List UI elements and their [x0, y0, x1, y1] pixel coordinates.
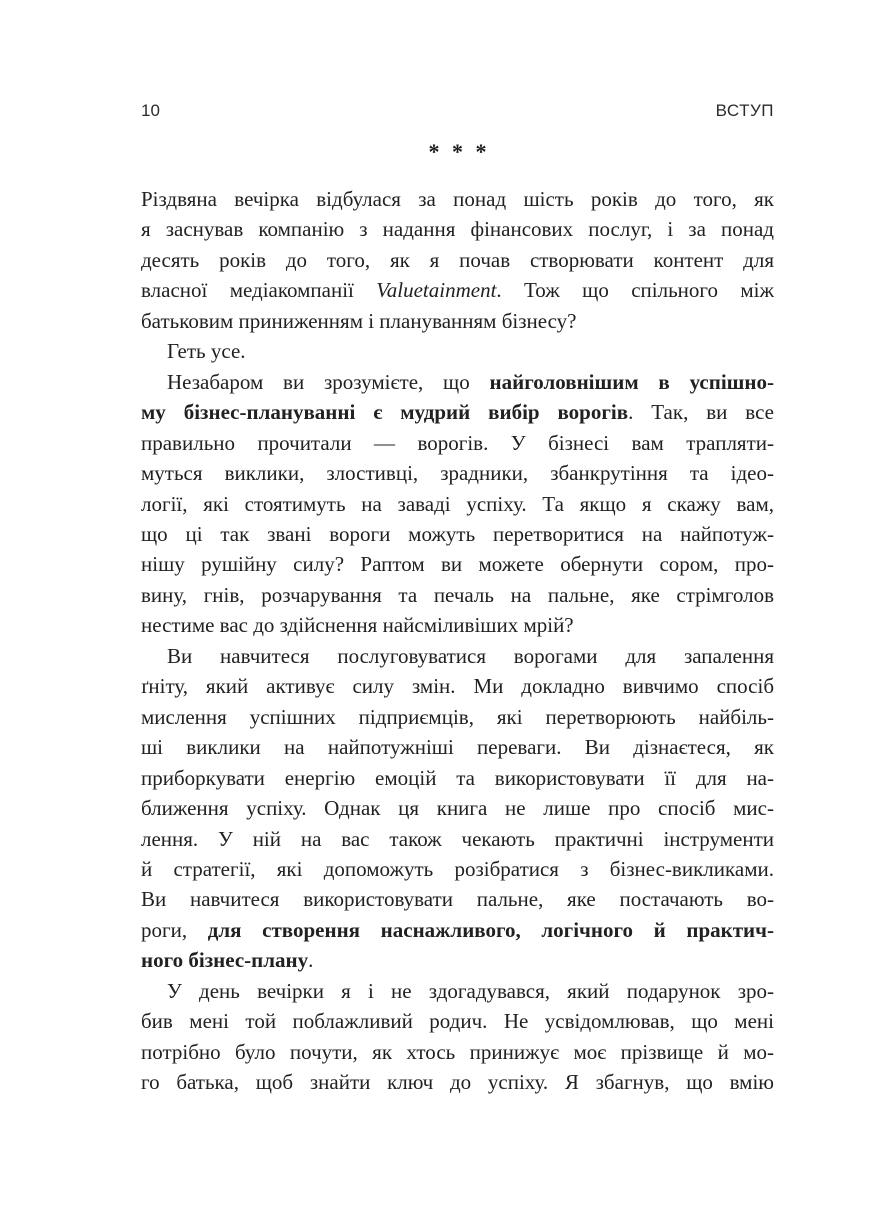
text-line: [141, 763, 774, 793]
text-line: [141, 428, 774, 458]
text-line: [141, 549, 774, 579]
text-segment: бив мені той поблажливий родич. Не усвідомлював, що мені: [141, 1009, 774, 1034]
running-header: [141, 101, 774, 121]
text-line: [141, 336, 774, 366]
text-line: [141, 245, 774, 275]
page-number: 10: [141, 101, 160, 120]
text-line: [141, 702, 774, 732]
text-segment: приборкувати енергію емоцій та використовувати її для на-: [141, 765, 774, 790]
text-segment: го батька, щоб знайти ключ до успіху. Я збагнув, що вмію: [141, 1070, 774, 1095]
text-segment: й стратегії, які допоможуть розібратися з бізнес-викликами.: [141, 856, 774, 881]
text-segment: я заснував компанію з надання фінансових послуг, і за понад: [141, 217, 774, 242]
text-segment: У день вечірки я і не здогадувався, який подарунок зро-: [167, 978, 774, 1003]
text-segment: Різдвяна вечірка відбулася за понад шість років до того, як: [141, 187, 774, 211]
text-segment: роги,: [141, 917, 208, 942]
text-line: [141, 732, 774, 762]
text-segment: що ці так звані вороги можуть перетворитися на найпотуж-: [141, 521, 774, 546]
text-line: [141, 976, 774, 1006]
text-line: [141, 184, 774, 214]
text-segment: Геть усе.: [167, 339, 246, 364]
text-line: [141, 641, 774, 671]
text-line: [141, 275, 774, 305]
text-segment: логії, які стоятимуть на заваді успіху. Та якщо я скажу вам,: [141, 491, 774, 516]
text-line: [141, 397, 774, 427]
text-segment: лення. У ній на вас також чекають практичні інструменти: [141, 826, 774, 851]
text-segment: Ви навчитеся послуговуватися ворогами для запалення: [167, 643, 774, 668]
text-segment: Незабаром ви зрозумієте, що: [167, 369, 490, 394]
text-line: [141, 915, 774, 945]
text-segment: десять років до того, як я почав створювати контент для: [141, 247, 774, 272]
text-line: [141, 824, 774, 854]
bold-text-segment: ного бізнес-плану: [141, 948, 309, 973]
text-segment: Ви навчитеся використовувати пальне, яке постачають во-: [141, 887, 774, 912]
text-segment: .: [308, 948, 314, 973]
text-segment: вину, гнів, розчарування та печаль на пальне, яке стрімголов: [141, 582, 774, 607]
text-line: [141, 580, 774, 610]
bold-text-segment: му бізнес-плануванні є мудрий вибір ворогів: [141, 400, 629, 425]
text-line: [141, 1067, 774, 1097]
running-head: ВСТУП: [715, 101, 774, 120]
text-line: [141, 854, 774, 884]
text-line: [141, 458, 774, 488]
text-segment: мислення успішних підприємців, які перетворюють найбіль-: [141, 704, 774, 729]
italic-text-segment: Valuetainment: [376, 278, 497, 303]
text-segment: батьковим приниженням і плануванням бізнесу?: [141, 308, 577, 333]
text-line: [141, 945, 774, 975]
text-line: [141, 519, 774, 549]
text-segment: нішу рушійну силу? Раптом ви можете обернути сором, про-: [141, 552, 774, 577]
text-line: [141, 1037, 774, 1067]
text-segment: ґніту, який активує силу змін. Ми докладно вивчимо спосіб: [141, 674, 774, 699]
text-line: [141, 793, 774, 823]
text-segment: . Так, ви все: [628, 400, 774, 425]
text-segment: муться виклики, злостивці, зрадники, збанкрутіння та ідео-: [141, 461, 774, 486]
section-break-dinkus: * * *: [428, 139, 487, 164]
bold-text-segment: для створення наснажливого, логічного й практич-: [207, 917, 774, 942]
text-line: [141, 214, 774, 244]
text-line: [141, 367, 774, 397]
text-line: [141, 884, 774, 914]
text-segment: . Тож що спільного між: [496, 278, 774, 303]
text-line: [141, 1006, 774, 1036]
text-segment: потрібно було почути, як хтось принижує моє прізвище й мо-: [141, 1039, 774, 1064]
text-segment: нестиме вас до здійснення найсміливіших мрій?: [141, 613, 574, 638]
text-line: [141, 489, 774, 519]
text-line: [141, 671, 774, 701]
text-segment: ближення успіху. Однак ця книга не лише про спосіб мис-: [141, 796, 774, 821]
text-segment: правильно прочитали — ворогів. У бізнесі вам трапляти-: [141, 430, 774, 455]
text-segment: ші виклики на найпотужніші переваги. Ви дізнаєтеся, як: [141, 735, 774, 760]
text-segment: власної медіакомпанії: [141, 278, 377, 303]
text-line: [141, 610, 774, 640]
bold-text-segment: найголовнішим в успішно-: [489, 369, 774, 394]
text-line: [141, 306, 774, 336]
page-body: [141, 184, 774, 1098]
